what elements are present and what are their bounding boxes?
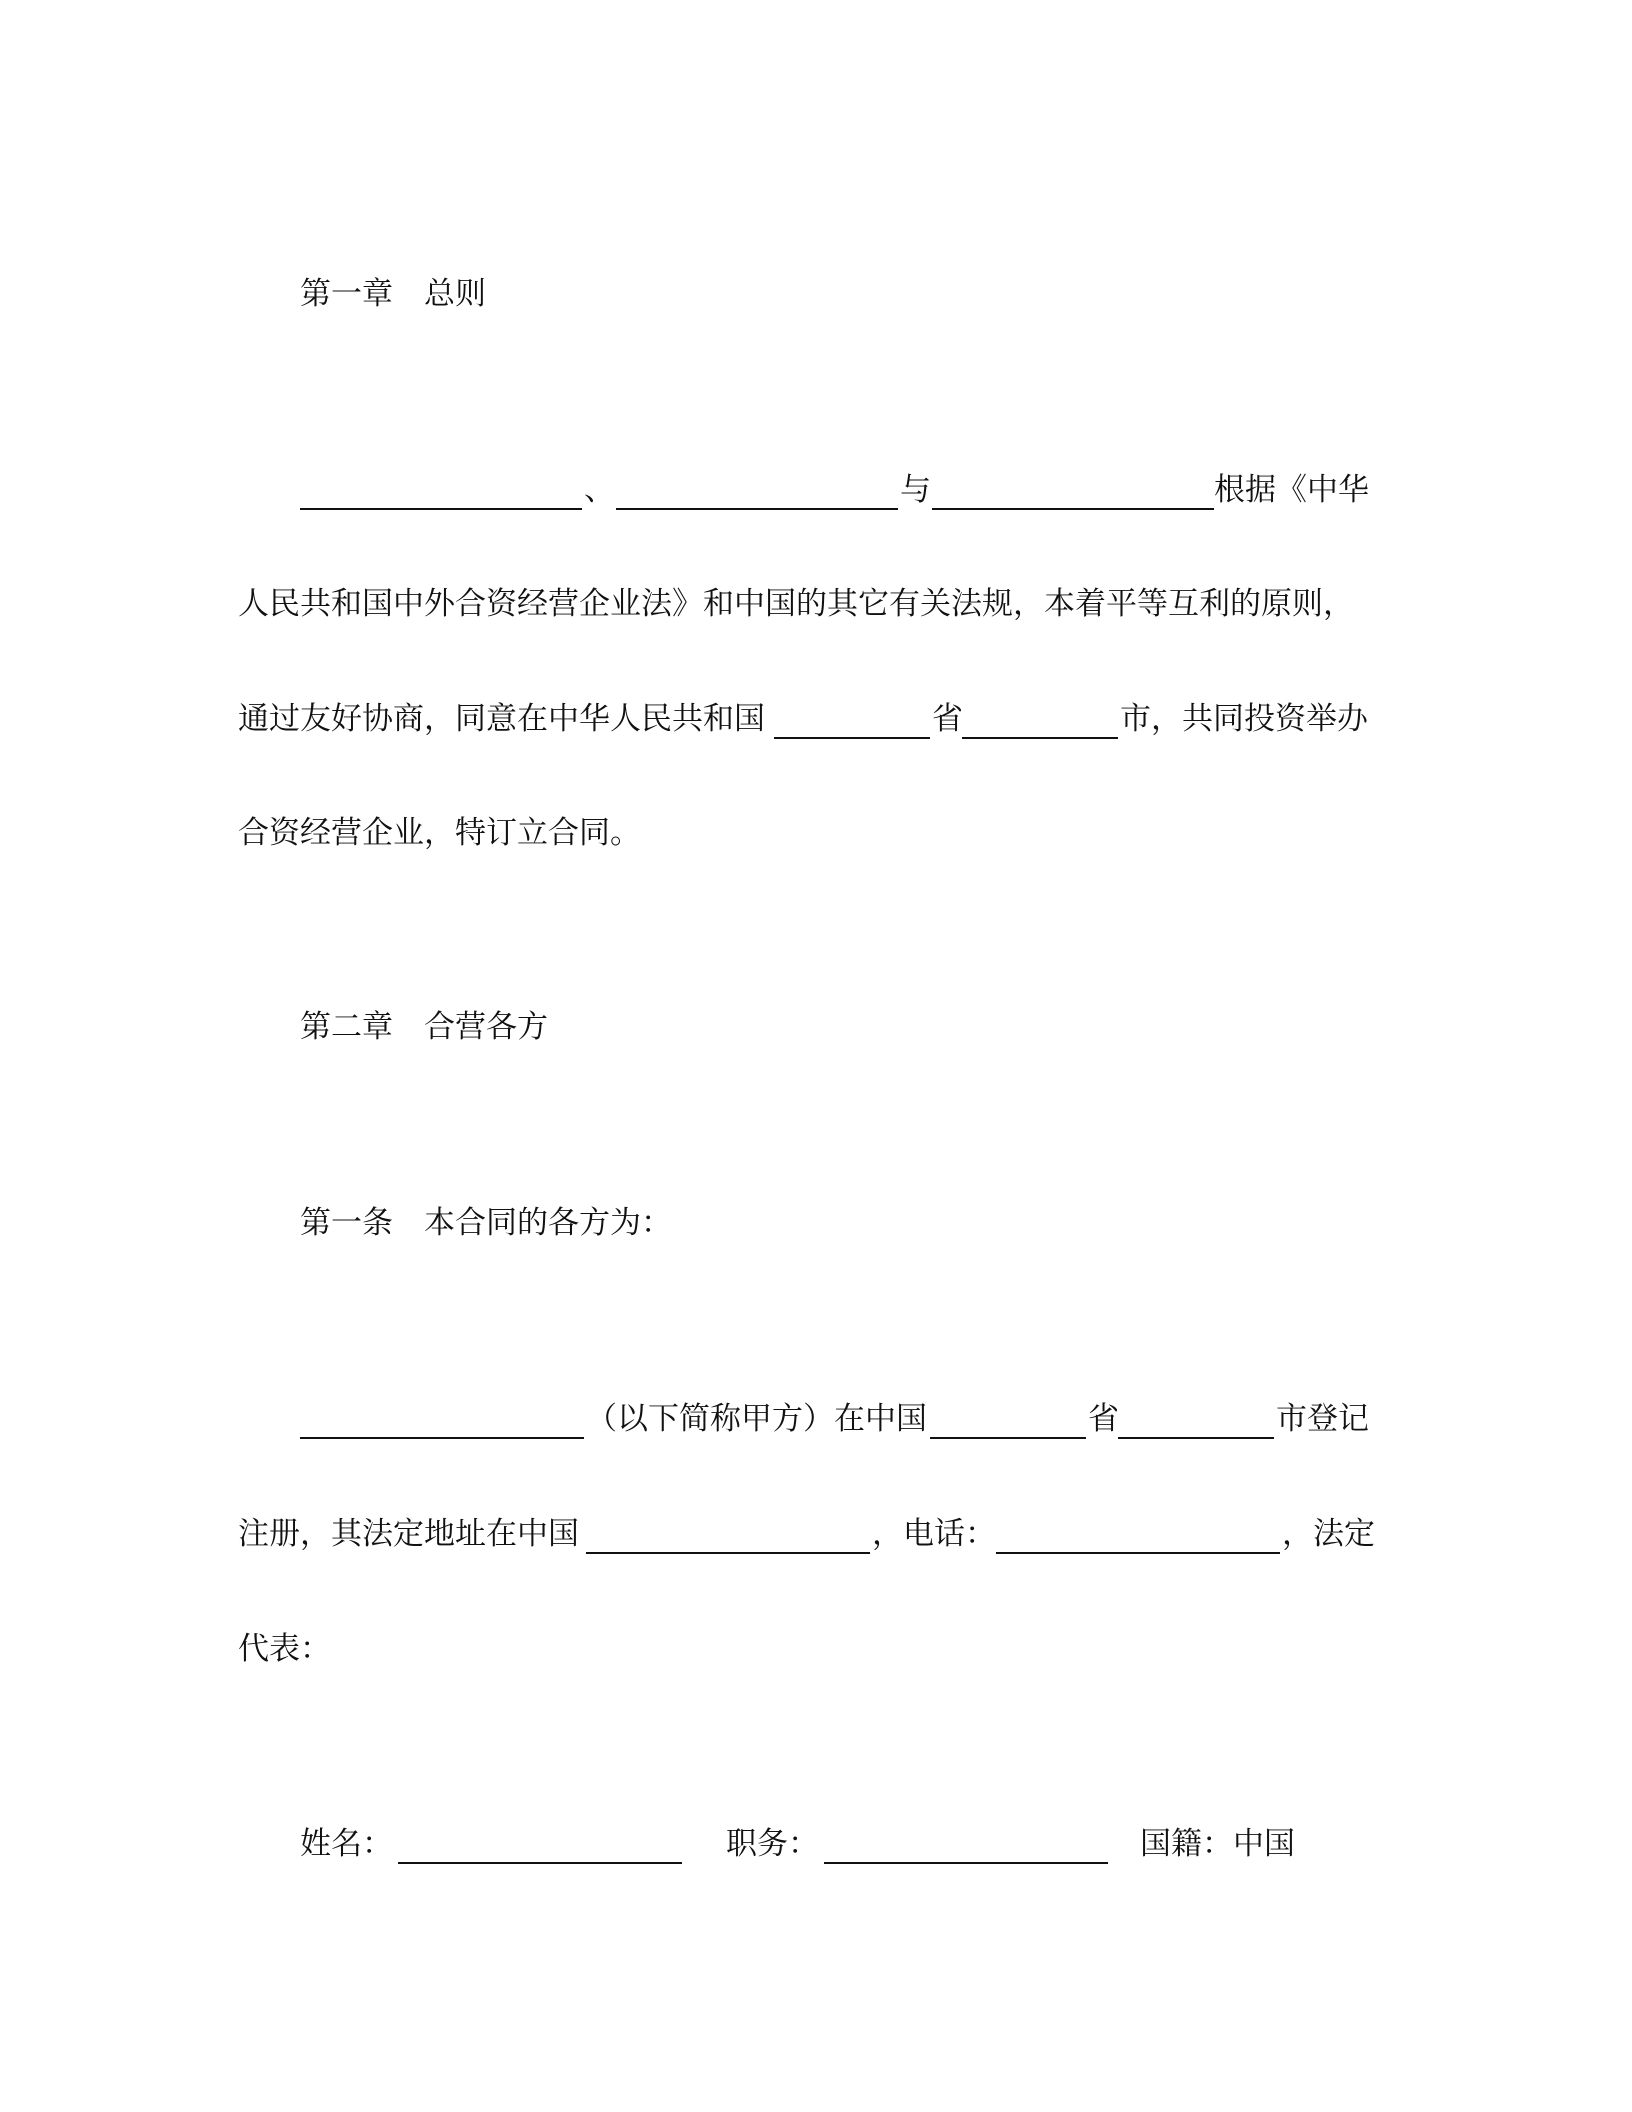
- party-a-text: （以下简称甲方）在中国: [586, 1401, 927, 1437]
- blank-party-a-name[interactable]: [300, 1437, 584, 1439]
- para-text: 人民共和国中外合资经营企业法》和中国的其它有关法规，本着平等互利的原则，: [238, 586, 1354, 622]
- blank-province[interactable]: [774, 737, 930, 739]
- conjunction-with: 与: [900, 472, 931, 508]
- chapter-2-heading: 第二章 合营各方: [300, 1009, 548, 1045]
- blank-party-a-city[interactable]: [1118, 1437, 1274, 1439]
- province-label: 省: [932, 701, 963, 737]
- blank-party-a-address[interactable]: [586, 1552, 870, 1554]
- party-a-text: 代表：: [238, 1631, 331, 1667]
- law-reference-start: 根据《中华: [1214, 472, 1369, 508]
- title-label: 职务：: [726, 1826, 819, 1862]
- para-text: 合资经营企业，特订立合同。: [238, 815, 641, 851]
- party-a-text: 注册，其法定地址在中国: [238, 1516, 579, 1552]
- enumeration-comma: 、: [584, 472, 615, 508]
- para-text: 市，共同投资举办: [1120, 701, 1368, 737]
- article-1-heading: 第一条 本合同的各方为：: [300, 1205, 672, 1241]
- party-a-text: ，法定: [1282, 1516, 1375, 1552]
- party-a-text: ，电话：: [872, 1516, 996, 1552]
- province-label: 省: [1088, 1401, 1119, 1437]
- chapter-1-heading: 第一章 总则: [300, 276, 486, 312]
- nationality-text: 国籍：中国: [1140, 1826, 1295, 1862]
- blank-party-a-province[interactable]: [930, 1437, 1086, 1439]
- blank-city[interactable]: [962, 737, 1118, 739]
- blank-rep-name[interactable]: [398, 1862, 682, 1864]
- party-a-text: 市登记: [1276, 1401, 1369, 1437]
- blank-party-a-phone[interactable]: [996, 1552, 1280, 1554]
- blank-party-3[interactable]: [932, 508, 1214, 510]
- para-text: 通过友好协商，同意在中华人民共和国: [238, 701, 765, 737]
- blank-rep-title[interactable]: [824, 1862, 1108, 1864]
- blank-party-1[interactable]: [300, 508, 582, 510]
- blank-party-2[interactable]: [616, 508, 898, 510]
- name-label: 姓名：: [300, 1826, 393, 1862]
